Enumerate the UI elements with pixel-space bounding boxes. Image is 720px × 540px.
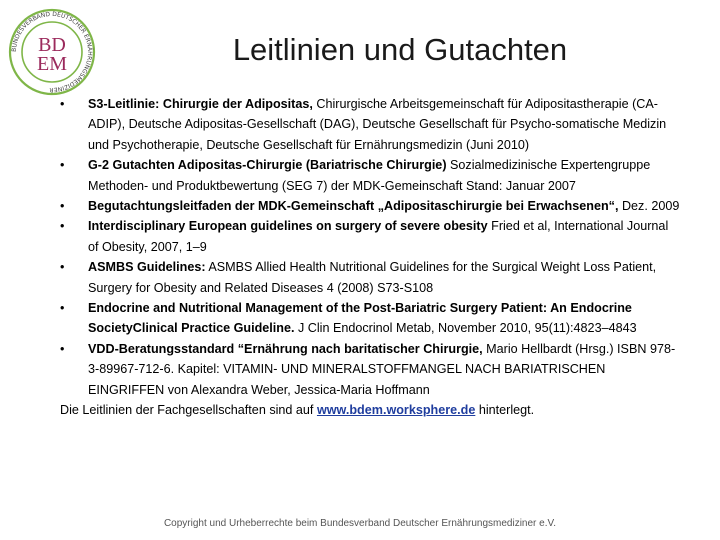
item-title: S3-Leitlinie: Chirurgie der Adipositas, [88, 97, 313, 111]
list-item [60, 94, 682, 155]
item-text: Mario Hellbardt (Hrsg.) ISBN 978-3-89967-712-6. Kapitel: VITAMIN- UND MINERALSTOFFMANGEL NACH BARIATRISCHEN EINGRIFFEN von Alexandra Weber, Jessica-Maria Hoffmann [88, 341, 676, 397]
item-text: Sozialmedizinische Expertengruppe Methoden- und Produktbewertung (SEG 7) der MDK-Gemeinschaft Stand: Januar 2007 [88, 158, 651, 193]
item-text: Chirurgische Arbeitsgemeinschaft für Adipositastherapie (CA-ADIP), Deutsche Adipositas-Gesellschaft (DAG), Deutsche Gesellschaft für Psycho-somatische Medizin und Psychotherapie, Deutsche Gesellschaft für Ernährungsmedizin (Juni 2010) [88, 97, 667, 152]
logo-ring-text: BUNDESVERBAND DEUTSCHER ERNÄHRUNGSMEDIZINER [10, 10, 94, 94]
bullet: • [60, 219, 65, 234]
item-text: J Clin Endocrinol Metab, November 2010, 95(11):4823–4843 [294, 321, 637, 336]
list-item [60, 257, 682, 298]
item-title: VDD-Beratungsstandard “Ernährung nach baritatischer Chirurgie, [88, 341, 483, 356]
copyright-notice: Copyright und Urheberrechte beim Bundesverband Deutscher Ernährungsmediziner e.V. [163, 518, 557, 529]
list-item [60, 155, 682, 196]
item-title: Interdisciplinary European guidelines on surgery of severe obesity [88, 219, 488, 234]
list-item [60, 298, 682, 339]
footer-note [60, 400, 682, 420]
item-title: Begutachtungsleitfaden der MDK-Gemeinschaft „Adipositaschirurgie bei Erwachsenen“, [88, 199, 619, 214]
bullet: • [60, 260, 65, 275]
logo-letters-top: BD [38, 34, 66, 56]
bullet: • [60, 199, 65, 214]
item-text: Dez. 2009 [618, 199, 680, 214]
list-item [60, 339, 682, 400]
item-text: Fried et al, International Journal of Obesity, 2007, 1–9 [88, 219, 669, 254]
page-title: Leitlinien und Gutachten [232, 32, 568, 67]
item-title: ASMBS Guidelines: [88, 260, 206, 275]
bullet: • [60, 97, 65, 111]
bullet: • [60, 341, 65, 356]
list-item [60, 216, 682, 257]
footer-suffix: hinterlegt. [475, 403, 535, 418]
bullet: • [60, 301, 65, 316]
list-item [60, 196, 682, 216]
item-title: Endocrine and Nutritional Management of the Post-Bariatric Surgery Patient: An Endocrine SocietyClinical Practice Guideline. [88, 301, 632, 336]
logo-letters-bottom: EM [37, 53, 67, 75]
guideline-list [60, 94, 682, 421]
bullet: • [60, 158, 65, 173]
bdem-website-link[interactable]: www.bdem.worksphere.de [316, 403, 476, 418]
footer-prefix: Die Leitlinien der Fachgesellschaften sind auf [60, 403, 317, 418]
bdem-logo [8, 8, 96, 96]
item-text: ASMBS Allied Health Nutritional Guidelines for the Surgical Weight Loss Patient, Surgery for Obesity and Related Diseases 4 (2008) S73-S108 [88, 260, 657, 295]
item-title: G-2 Gutachten Adipositas-Chirurgie (Bariatrische Chirurgie) [88, 158, 447, 173]
